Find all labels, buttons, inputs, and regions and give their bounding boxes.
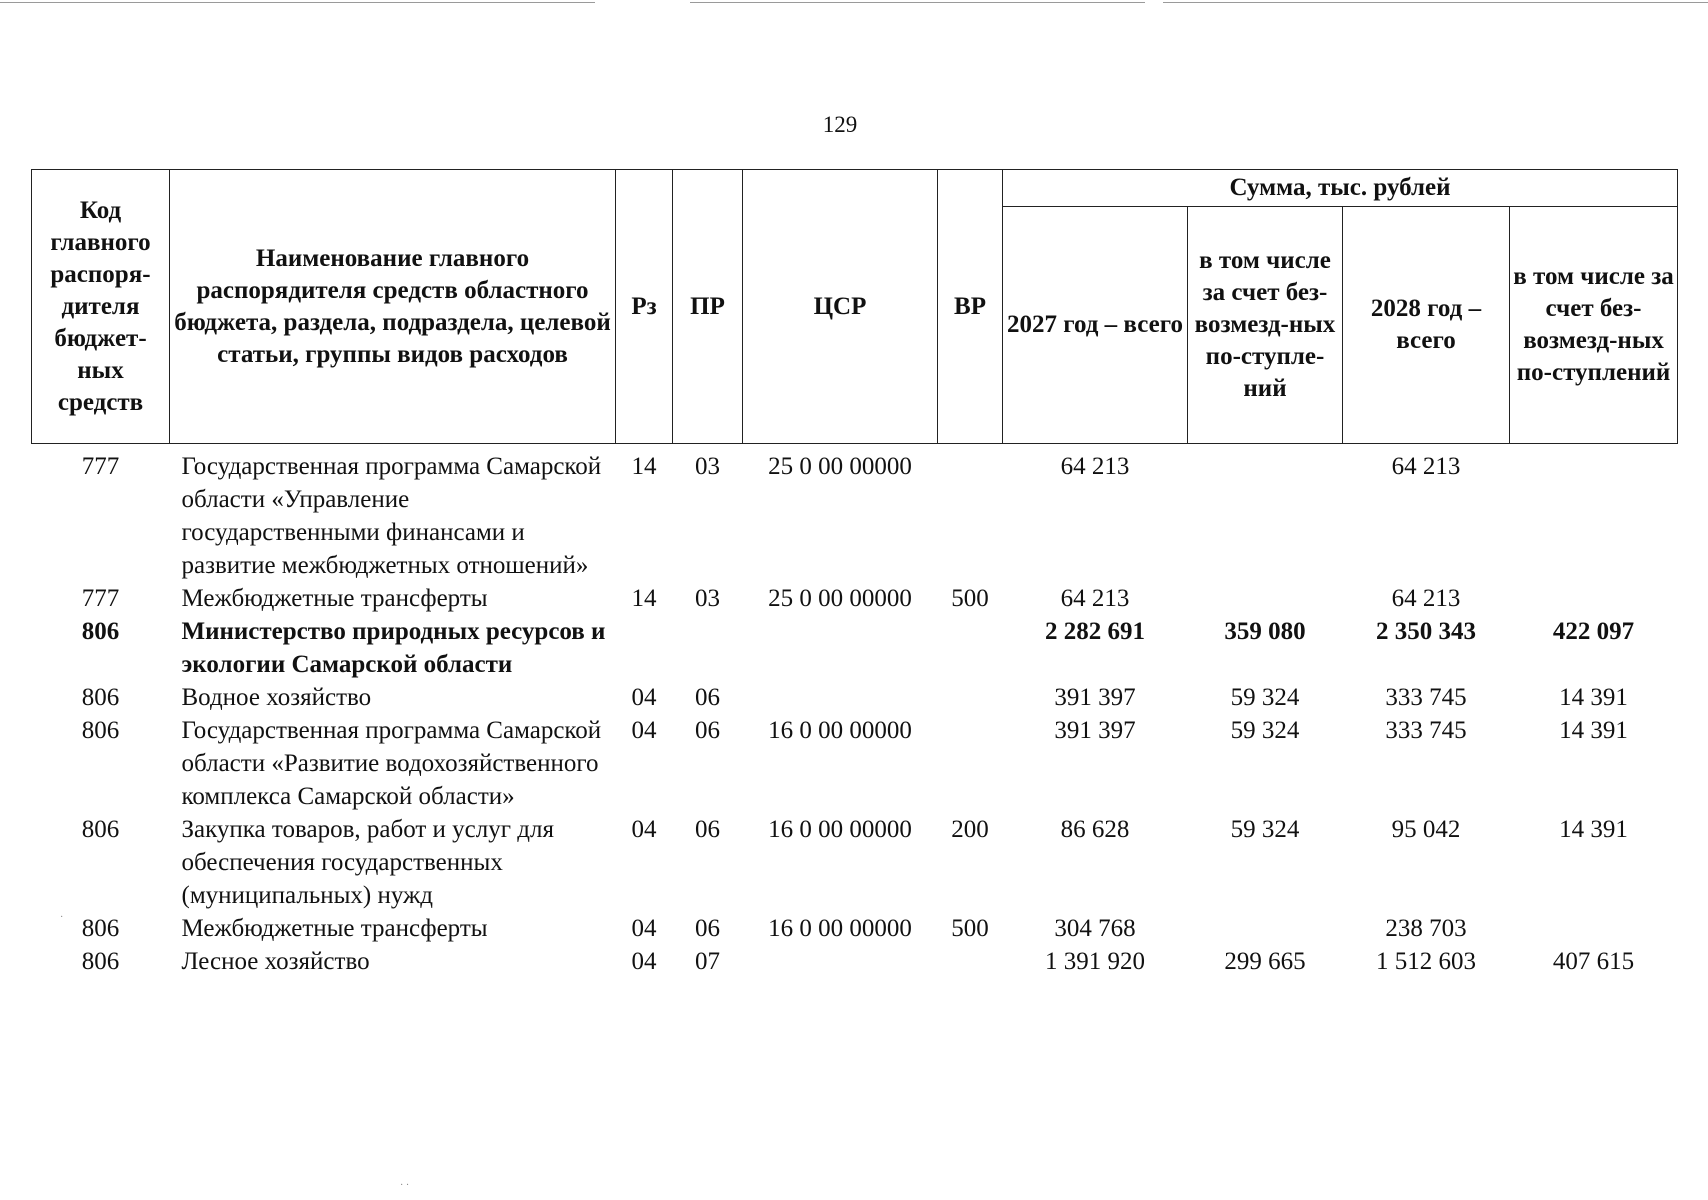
cell-code: 777 [81,453,120,480]
cell-csr [743,945,938,978]
cell-csr: 16 0 00 00000 [768,816,912,843]
cell-2027-total: 2 282 691 [1045,618,1145,645]
header-2028-grants: в том числе за счет без-возмезд-ных по-ступлений [1510,207,1678,444]
scan-speck: · [60,912,64,923]
table-row [32,681,1678,714]
cell-name: Межбюджетные трансферты [181,585,488,612]
header-code: Код главного распоря-дителя бюджет-ных средств [32,170,170,444]
cell-rz [616,615,673,681]
cell-vr [938,444,1003,583]
cell-csr [743,615,938,681]
cell-rz: 04 [631,915,657,942]
cell-pr: 07 [695,948,720,975]
cell-2027-total: 64 213 [1060,585,1130,612]
cell-2028-grants: 14 391 [1559,816,1628,843]
cell-vr [938,714,1003,813]
cell-rz: 04 [631,717,657,744]
table-header-row [32,170,1678,207]
cell-csr: 16 0 00 00000 [768,717,912,744]
cell-rz: 14 [631,585,657,612]
cell-code: 806 [81,816,120,843]
cell-csr: 16 0 00 00000 [768,915,912,942]
cell-2028-grants: 14 391 [1559,717,1628,744]
cell-name: Государственная программа Самарской области «Развитие водохозяйственного комплекса Самарской области» [181,717,602,810]
cell-2028-grants [1510,444,1678,583]
cell-rz: 04 [631,948,657,975]
cell-2027-total: 64 213 [1060,453,1130,480]
cell-code: 777 [81,585,120,612]
header-2027-total: 2027 год – всего [1003,207,1188,444]
cell-2028-total: 333 745 [1385,684,1467,711]
cell-vr [938,681,1003,714]
cell-2028-total: 333 745 [1385,717,1467,744]
cell-vr [938,615,1003,681]
table-row [32,714,1678,813]
table-row [32,444,1678,583]
cell-2028-total: 64 213 [1391,453,1461,480]
header-sum: Сумма, тыс. рублей [1003,170,1678,207]
header-pr: ПР [673,170,743,444]
scan-artifact-line [0,2,595,3]
cell-2028-grants [1510,912,1678,945]
page-number: 129 [822,112,858,137]
cell-rz: 14 [631,453,657,480]
cell-2027-grants: 299 665 [1224,948,1306,975]
cell-vr [938,945,1003,978]
cell-csr: 25 0 00 00000 [768,585,912,612]
cell-csr: 25 0 00 00000 [768,453,912,480]
header-2027-grants: в том числе за счет без-возмезд-ных по-ступле-ний [1188,207,1343,444]
cell-2028-total: 2 350 343 [1376,618,1476,645]
cell-code: 806 [81,684,120,711]
cell-pr: 03 [695,453,720,480]
cell-2028-total: 64 213 [1391,585,1461,612]
cell-code: 806 [81,915,120,942]
cell-2028-total: 95 042 [1391,816,1461,843]
header-2028-total: 2028 год – всего [1343,207,1510,444]
cell-code: 806 [81,717,120,744]
scan-artifact-line [1163,2,1708,3]
cell-2028-total: 1 512 603 [1376,948,1476,975]
budget-table [31,169,1678,978]
cell-2027-total: 86 628 [1060,816,1130,843]
cell-2027-total: 391 397 [1054,684,1136,711]
cell-2027-grants: 59 324 [1230,684,1300,711]
cell-name: Закупка товаров, работ и услуг для обеспечения государственных (муниципальных) нужд [181,816,554,909]
cell-vr: 500 [951,585,989,612]
scan-speck: · · [400,1180,410,1191]
cell-2027-total: 1 391 920 [1045,948,1145,975]
cell-2027-grants: 59 324 [1230,816,1300,843]
header-name: Наименование главного распорядителя средств областного бюджета, раздела, подраздела, целевой статьи, группы видов расходов [170,170,616,444]
cell-2027-grants [1188,582,1343,615]
cell-2027-total: 304 768 [1054,915,1136,942]
header-rz: Рз [616,170,673,444]
cell-pr: 06 [695,717,720,744]
table-row [32,945,1678,978]
cell-code: 806 [81,948,120,975]
cell-rz: 04 [631,816,657,843]
cell-rz: 04 [631,684,657,711]
table-row [32,912,1678,945]
cell-2027-grants [1188,444,1343,583]
cell-name: Межбюджетные трансферты [181,915,488,942]
cell-name: Министерство природных ресурсов и экологии Самарской области [181,618,606,678]
cell-2027-grants [1188,912,1343,945]
cell-name: Водное хозяйство [181,684,372,711]
cell-2027-grants: 59 324 [1230,717,1300,744]
cell-2027-total: 391 397 [1054,717,1136,744]
cell-name: Государственная программа Самарской области «Управление государственными финансами и развитие межбюджетных отношений» [181,453,602,579]
cell-vr: 500 [951,915,989,942]
cell-pr [673,615,743,681]
cell-pr: 03 [695,585,720,612]
header-vr: ВР [938,170,1003,444]
cell-csr [743,681,938,714]
cell-2028-total: 238 703 [1385,915,1467,942]
cell-2028-grants: 14 391 [1559,684,1628,711]
cell-pr: 06 [695,816,720,843]
scan-artifact-line [690,2,1145,3]
table-row-ministry [32,615,1678,681]
cell-code: 806 [81,618,120,645]
cell-pr: 06 [695,684,720,711]
header-csr: ЦСР [743,170,938,444]
cell-name: Лесное хозяйство [181,948,370,975]
cell-2028-grants: 422 097 [1552,618,1635,645]
table-row [32,813,1678,912]
cell-2027-grants: 359 080 [1224,618,1306,645]
cell-pr: 06 [695,915,720,942]
cell-vr: 200 [951,816,989,843]
table-row [32,582,1678,615]
cell-2028-grants [1510,582,1678,615]
cell-2028-grants: 407 615 [1552,948,1635,975]
